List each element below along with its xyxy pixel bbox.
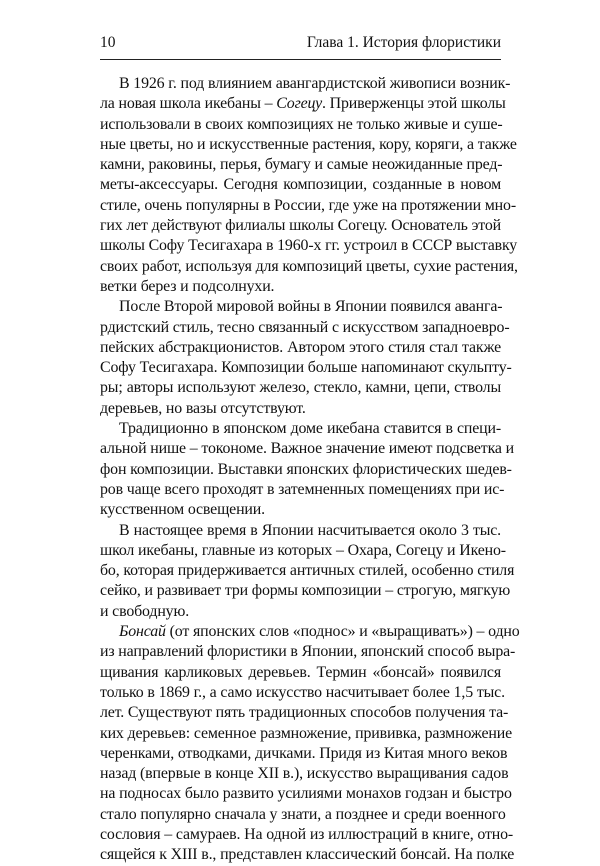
text-line [100, 845, 515, 865]
text-run: гих лет действуют филиалы школы Согецу. Основатель этой [100, 217, 501, 235]
text-run: школ икебаны, главные из которых – Охара, Согецу и Икено- [100, 541, 506, 559]
text-line [100, 257, 518, 277]
text-run: сословия – самураев. На одной из иллюстраций в книге, отно- [100, 825, 514, 843]
text-line [100, 825, 514, 845]
text-run: ких деревьев: семенное размножение, прививка, размножение [100, 724, 512, 742]
text-run: ные цветы, но и искусственные растения, кору, коряги, а также [100, 135, 517, 153]
text-run: своих работ, используя для композиций цветы, сухие растения, [100, 257, 518, 275]
text-run: В настоящее время в Японии насчитывается около 3 тыс. [119, 521, 501, 539]
text-line [100, 460, 512, 480]
text-run: альной нише – токономе. Важное значение имеют подсветка и [100, 440, 514, 458]
text-run: и свободную. [100, 602, 190, 620]
text-run: школы Софу Тесигахара в 1960-х гг. устроил в СССР выставку [100, 237, 518, 255]
text-run: ла новая школа икебаны – [100, 95, 277, 113]
text-line [100, 703, 509, 723]
italic-term: Согецу [276, 95, 323, 113]
text-line [100, 74, 511, 94]
text-run: рдистский стиль, тесно связанный с искусством западноевро- [100, 318, 510, 336]
text-line [100, 642, 516, 662]
text-run: на подносах было развито усилиями монахов годзан и быстро [100, 785, 512, 803]
text-line [100, 175, 501, 195]
text-run: использовали в своих композициях не только живые и суше- [100, 115, 503, 133]
text-run: В 1926 г. под влиянием авангардистской живописи возник- [119, 75, 511, 92]
text-line [100, 399, 501, 419]
text-run: пейских абстракционистов. Автором этого стиля стал также [100, 338, 501, 356]
text-run: из направлений флористики в Японии, японский способ выра- [100, 643, 516, 661]
text-line [100, 196, 516, 216]
text-run: ветки берез и подсолнухи. [100, 277, 275, 295]
text-line [100, 135, 517, 155]
text-run: стиле, очень популярны в России, где уже на протяжении мно- [100, 196, 516, 214]
page-number: 10 [100, 34, 116, 51]
text-run: назад (впервые в конце XII в.), искусство выращивания садов [100, 765, 509, 783]
text-line [100, 805, 506, 825]
text-line [100, 744, 508, 764]
text-line [100, 277, 501, 297]
text-run: фон композиции. Выставки японских флористических шедев- [100, 460, 512, 478]
text-line [100, 724, 512, 744]
text-line [100, 521, 501, 541]
text-line [100, 318, 510, 338]
text-run: щивания карликовых деревьев. Термин «бонсай» появился [100, 663, 501, 681]
text-line [100, 439, 514, 459]
text-line [100, 500, 501, 520]
text-line [100, 419, 501, 439]
text-run: После Второй мировой войны в Японии появился аванга- [119, 298, 503, 316]
paragraph [100, 419, 514, 520]
running-head: Глава 1. История флористики [306, 34, 501, 51]
paragraph [100, 297, 512, 419]
text-line [100, 216, 501, 236]
text-run: бо, которая придерживается античных стилей, особенно стиля [100, 562, 515, 580]
text-line [100, 602, 501, 622]
text-line [100, 541, 506, 561]
text-run: стало популярно сначала у знати, а позднее и среди военного [100, 805, 506, 823]
text-line [100, 764, 509, 784]
text-run: сящейся к XIII в., представлен классический бонсай. На полке [100, 846, 515, 864]
text-run: черенками, отводками, дичками. Придя из Китая много веков [100, 744, 508, 762]
text-line [100, 581, 511, 601]
header-rule [100, 59, 501, 60]
text-line [100, 236, 518, 256]
text-run: только в 1869 г., а само искусство насчитывает более 1,5 тыс. [100, 683, 505, 701]
page-header [100, 32, 501, 54]
text-line [100, 784, 512, 804]
text-run: меты-аксессуары. Сегодня композиции, созданные в новом [100, 176, 501, 194]
text-line [100, 115, 501, 135]
paragraph [100, 74, 518, 297]
text-line [100, 94, 506, 114]
text-line [100, 561, 515, 581]
text-line [100, 480, 505, 500]
text-run: деревьев, но вазы отсутствуют. [100, 399, 306, 417]
text-run: кусственном освещении. [100, 501, 265, 519]
text-line [100, 683, 505, 703]
paragraph [100, 622, 520, 866]
paragraph [100, 521, 515, 622]
text-line [100, 155, 501, 175]
text-run: . Приверженцы этой школы [322, 95, 506, 113]
text-line [100, 297, 501, 317]
text-line [100, 338, 501, 358]
text-run: Традиционно в японском доме икебана ставится в специ- [119, 420, 501, 438]
text-run: Софу Тесигахара. Композиции больше напоминают скульпту- [100, 359, 512, 377]
text-line [100, 622, 520, 642]
text-line [100, 663, 501, 683]
text-run: сейко, и развивает три формы композиции – строгую, мягкую [100, 582, 511, 600]
text-run: ров чаще всего проходят в затемненных помещениях при ис- [100, 480, 505, 498]
text-run: (от японских слов «поднос» и «выращивать») – одно [165, 623, 520, 641]
italic-term: Бонсай [119, 623, 166, 641]
text-run: ры; авторы используют железо, стекло, камни, цепи, стволы [100, 379, 501, 397]
text-run: камни, раковины, перья, бумагу и самые неожиданные пред- [100, 156, 503, 174]
text-run: лет. Существуют пять традиционных способов получения та- [100, 704, 509, 722]
text-line [100, 358, 512, 378]
text-line [100, 378, 501, 398]
body-text [100, 74, 520, 866]
